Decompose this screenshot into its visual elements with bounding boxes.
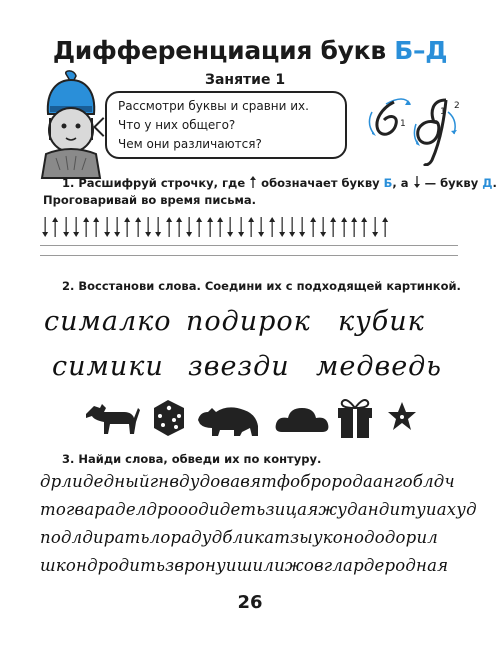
arrow-down-icon — [287, 217, 297, 237]
arrow-down-icon — [143, 217, 153, 237]
letter-grid-line-1: дрлидедныйгнвдудовавятфоброродаангоблдч — [40, 472, 455, 491]
bubble-line-2: Что у них общего? — [118, 118, 236, 132]
title-main: Дифференциация букв — [52, 36, 395, 65]
pictures-row — [80, 394, 420, 440]
bear-icon — [198, 407, 258, 436]
letter-grid-line-2: тогвараделдрооодидетьзицаяжудандитуиахуд — [40, 500, 477, 519]
task3-instruction: 3. Найди слова, обведи их по контуру. — [62, 452, 322, 466]
page-number: 26 — [237, 592, 263, 613]
task1-instruction-line1 — [62, 176, 497, 190]
word-row2-3: медведь — [316, 351, 442, 382]
stroke-mark-3: 2 — [454, 101, 460, 111]
dice-icon — [154, 400, 184, 436]
word-row2-1: симики — [52, 351, 164, 382]
arrow-up-icon — [133, 217, 143, 237]
arrow-up-icon — [380, 217, 390, 237]
word-row1-2: подирок — [186, 306, 311, 337]
star-icon — [388, 402, 416, 430]
arrow-down-icon — [102, 217, 112, 237]
arrow-up-icon — [308, 217, 318, 237]
arrow-up-icon — [81, 217, 91, 237]
task1-text-b: обозначает букву — [261, 176, 380, 190]
task1-text-end: . — [492, 176, 497, 190]
arrow-down-icon — [112, 217, 122, 237]
letter-grid-line-4: шкондродитьзвронуишилижовглардеродная — [40, 556, 449, 575]
arrow-down-icon — [256, 217, 266, 237]
stroke-mark-1: 1 — [400, 119, 406, 129]
arrow-down-icon — [225, 217, 235, 237]
arrow-up-icon — [194, 217, 204, 237]
bubble-line-1: Рассмотри буквы и сравни их. — [118, 99, 309, 113]
task1-instruction-line2: Проговаривай во время письма. — [43, 193, 256, 207]
bubble-line-3: Чем они различаются? — [118, 137, 262, 151]
arrow-code-row — [40, 217, 390, 237]
arrow-down-icon — [71, 217, 81, 237]
arrow-down-icon — [297, 217, 307, 237]
arrow-up-icon — [249, 176, 257, 188]
arrow-up-icon — [50, 217, 60, 237]
task1-letter-b: Б — [383, 176, 393, 190]
arrow-down-icon — [153, 217, 163, 237]
letter-grid-line-3: подлдиратьлорадудбликатзыуконододорил — [40, 528, 438, 547]
letters-b-d-illustration — [360, 90, 470, 166]
arrow-up-icon — [328, 217, 338, 237]
arrow-down-icon — [40, 217, 50, 237]
task2-instruction: 2. Восстанови слова. Соедини их с подходящей картинкой. — [62, 279, 461, 293]
arrow-up-icon — [174, 217, 184, 237]
arrow-up-icon — [339, 217, 349, 237]
arrow-up-icon — [91, 217, 101, 237]
word-row2-2: звезди — [188, 351, 290, 382]
arrow-down-icon — [413, 176, 421, 188]
arrow-down-icon — [236, 217, 246, 237]
arrow-up-icon — [215, 217, 225, 237]
title-letters: Б–Д — [394, 36, 448, 65]
writing-line-2 — [40, 255, 458, 256]
cloud-icon — [276, 408, 329, 432]
arrow-up-icon — [122, 217, 132, 237]
task1-text-d: — букву — [424, 176, 479, 190]
arrow-up-icon — [164, 217, 174, 237]
word-row1-3: кубик — [338, 306, 425, 337]
arrow-up-icon — [205, 217, 215, 237]
word-row1-1: сималко — [44, 306, 172, 337]
task1-text-a: 1. Расшифруй строчку, где — [62, 176, 246, 190]
arrow-down-icon — [277, 217, 287, 237]
task1-text-c: , а — [392, 176, 409, 190]
writing-line-1 — [40, 245, 458, 246]
page-title — [0, 36, 500, 65]
arrow-down-icon — [318, 217, 328, 237]
arrow-down-icon — [184, 217, 194, 237]
arrow-up-icon — [267, 217, 277, 237]
arrow-up-icon — [359, 217, 369, 237]
arrow-down-icon — [370, 217, 380, 237]
dog-icon — [86, 404, 140, 434]
arrow-up-icon — [349, 217, 359, 237]
arrow-down-icon — [61, 217, 71, 237]
task1-letter-d: Д — [482, 176, 493, 190]
gift-icon — [338, 400, 372, 438]
arrow-up-icon — [246, 217, 256, 237]
stroke-mark-2: 1 — [440, 107, 446, 117]
lesson-label: Занятие 1 — [205, 72, 286, 88]
